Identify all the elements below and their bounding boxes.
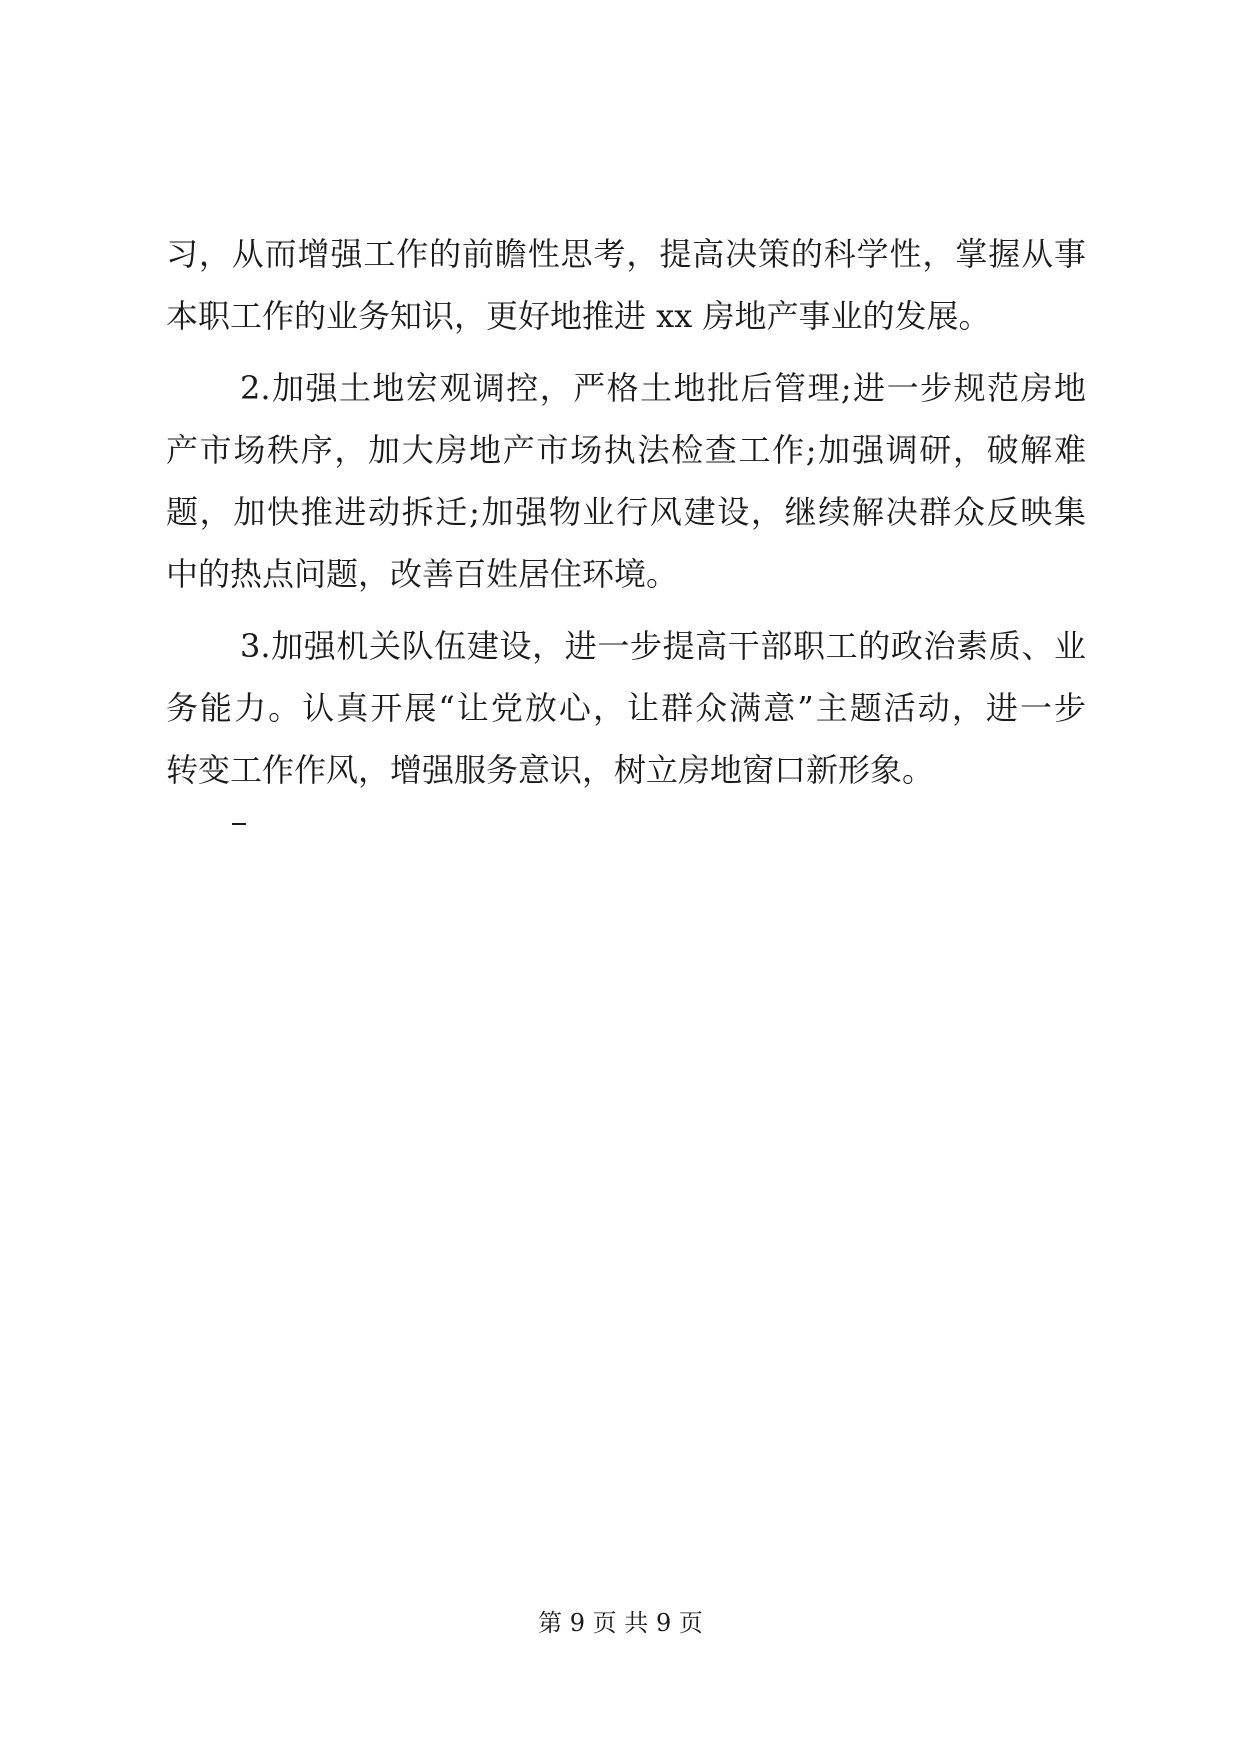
page-number-footer: 第 9 页 共 9 页 bbox=[538, 1609, 703, 1637]
body-text-line: 中的热点问题，改善百姓居住环境。 bbox=[166, 555, 679, 593]
paragraph-2-first-line: 2.加强土地宏观调控，严格土地批后管理;进一步规范房地 bbox=[240, 369, 1086, 407]
body-text-line: 产市场秩序，加大房地产市场执法检查工作;加强调研，破解难 bbox=[166, 431, 1086, 469]
body-text-line: 题，加快推进动拆迁;加强物业行风建设，继续解决群众反映集 bbox=[166, 493, 1086, 531]
paragraph-3-first-line: 3.加强机关队伍建设，进一步提高干部职工的政治素质、业 bbox=[240, 627, 1086, 665]
text-cursor-mark bbox=[232, 823, 246, 825]
body-text-line: 务能力。认真开展“让党放心，让群众满意”主题活动，进一步 bbox=[166, 689, 1086, 727]
body-text-line: 习，从而增强工作的前瞻性思考，提高决策的科学性，掌握从事 bbox=[166, 235, 1086, 273]
body-text-line: 本职工作的业务知识，更好地推进 xx 房地产事业的发展。 bbox=[166, 297, 991, 335]
body-text-line: 转变工作作风，增强服务意识，树立房地窗口新形象。 bbox=[166, 751, 935, 789]
